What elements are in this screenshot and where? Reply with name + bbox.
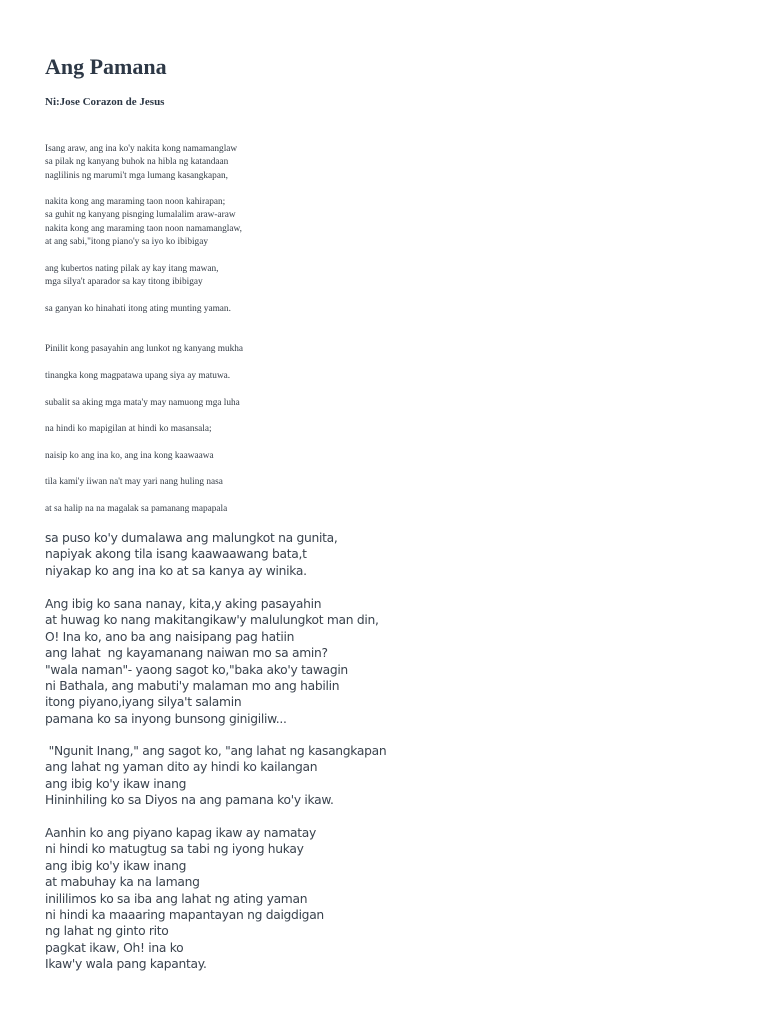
poem-line: ang lahat ng kayamanang naiwan mo sa amin? <box>45 646 328 661</box>
poem-line: at sa halip na na magalak sa pamanang mapapala <box>45 504 228 514</box>
stanza-big-2 <box>45 596 379 727</box>
poem-line: sa guhit ng kanyang pisnging lumalalim araw-araw <box>45 210 236 221</box>
poem-line: pagkat ikaw, Oh! ina ko <box>45 940 184 955</box>
poem-line: ng lahat ng ginto rito <box>45 924 169 939</box>
poem-line: itong piyano,iyang silya't salamin <box>45 695 242 710</box>
poem-line: "Ngunit Inang," ang sagot ko, "ang lahat ng kasangkapan <box>45 744 387 758</box>
poem-line: at huwag ko nang makitangikaw'y malulungkot man din, <box>45 613 379 628</box>
stanza-big-4 <box>45 825 324 973</box>
poem-line: Aanhin ko ang piyano kapag ikaw ay namatay <box>45 826 316 840</box>
poem-line: ni Bathala, ang mabuti'y malaman mo ang habilin <box>45 679 340 694</box>
poem-line: at mabuhay ka na lamang <box>45 875 200 890</box>
poem-line: ang kubertos nating pilak ay kay itang mawan, <box>45 264 219 274</box>
poem-line-yaman: sa ganyan ko hinahati itong ating munting yaman. <box>45 304 231 314</box>
poem-line: ang ibig ko'y ikaw inang <box>45 776 187 791</box>
poem-line: nakita kong ang maraming taon noon namamanglaw, <box>45 223 242 234</box>
poem-line: tila kami'y iiwan na't may yari nang huling nasa <box>45 477 223 487</box>
poem-line: ni hindi ka maaaring mapantayan ng daigdigan <box>45 908 324 923</box>
poem-line: O! Ina ko, ano ba ang naisipang pag hatiin <box>45 629 295 644</box>
poem-author: Ni:Jose Corazon de Jesus <box>45 96 165 108</box>
poem-line: inililimos ko sa iba ang lahat ng ating yaman <box>45 891 308 906</box>
poem-line: nakita kong ang maraming taon noon kahirapan; <box>45 197 226 207</box>
poem-line: subalit sa aking mga mata'y may namuong mga luha <box>45 398 240 408</box>
stanza-big-1 <box>45 530 337 579</box>
stanza-1 <box>45 143 237 183</box>
poem-line: mga silya't aparador sa kay titong ibibigay <box>45 277 203 288</box>
poem-line: sa pilak ng kanyang buhok na hibla ng katandaan <box>45 157 229 168</box>
poem-line: ni hindi ko matugtug sa tabi ng iyong hukay <box>45 842 304 857</box>
poem-line: at ang sabi,"itong piano'y sa iyo ko ibibigay <box>45 236 208 247</box>
poem-line: Hininhiling ko sa Diyos na ang pamana ko'y ikaw. <box>45 793 334 808</box>
poem-line: Pinilit kong pasayahin ang lunkot ng kanyang mukha <box>45 344 244 354</box>
poem-line: sa puso ko'y dumalawa ang malungkot na gunita, <box>45 531 338 545</box>
poem-line: naisip ko ang ina ko, ang ina kong kaawaawa <box>45 451 214 461</box>
stanza-3 <box>45 263 219 290</box>
poem-line: Ikaw'y wala pang kapantay. <box>45 957 207 972</box>
poem-title: Ang Pamana <box>45 54 167 79</box>
poem-line: napiyak akong tila isang kaawaawang bata,t <box>45 547 307 562</box>
poem-line: naglilinis ng marumi't mga lumang kasangkapan, <box>45 170 228 181</box>
poem-line: pamana ko sa inyong bunsong ginigiliw... <box>45 711 287 726</box>
poem-line: na hindi ko mapigilan at hindi ko masansala; <box>45 424 212 434</box>
poem-line: "wala naman"- yaong sagot ko,"baka ako'y tawagin <box>45 662 348 677</box>
poem-line: Isang araw, ang ina ko'y nakita kong namamanglaw <box>45 144 238 154</box>
poem-line: ang ibig ko'y ikaw inang <box>45 858 187 873</box>
poem-line: tinangka kong magpatawa upang siya ay matuwa. <box>45 371 231 381</box>
poem-line: ang lahat ng yaman dito ay hindi ko kailangan <box>45 760 318 775</box>
poem-line: niyakap ko ang ina ko at sa kanya ay winika. <box>45 563 307 578</box>
stanza-big-3 <box>45 743 386 809</box>
stanza-2 <box>45 196 242 249</box>
poem-line: Ang ibig ko sana nanay, kita,y aking pasayahin <box>45 597 322 611</box>
